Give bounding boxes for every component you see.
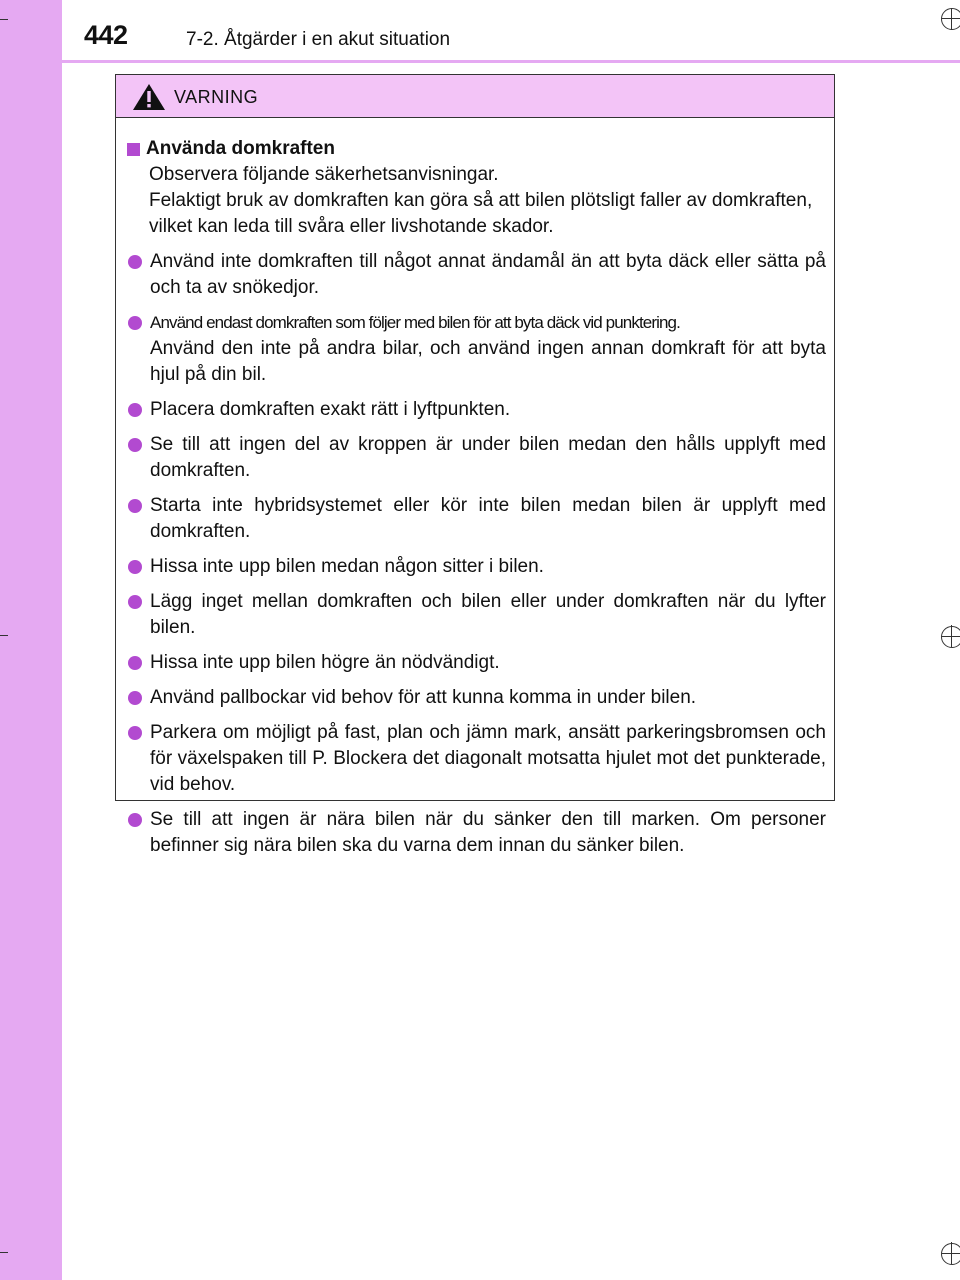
round-bullet-icon [128, 726, 142, 740]
bullet-text: Lägg inget mellan domkraften och bilen eller under domkraften när du lyfter bilen. [150, 591, 826, 638]
round-bullet-icon [128, 813, 142, 827]
side-color-band [0, 0, 62, 1280]
list-item [127, 310, 826, 388]
intro-line: Observera följande säkerhetsanvisningar. [149, 164, 499, 185]
list-item [127, 650, 826, 676]
warning-title: VARNING [174, 87, 259, 107]
crop-mark [0, 19, 8, 20]
registration-mark [941, 626, 960, 648]
list-item [127, 807, 826, 859]
list-item [127, 720, 826, 798]
list-item [127, 589, 826, 641]
round-bullet-icon [128, 656, 142, 670]
round-bullet-icon [128, 595, 142, 609]
warning-heading: Använda domkraften [146, 138, 335, 159]
list-item [127, 493, 826, 545]
bullet-text: Använd pallbockar vid behov för att kunna komma in under bilen. [150, 687, 697, 708]
header-rule [62, 60, 960, 63]
intro-line: Felaktigt bruk av domkraften kan göra så att bilen plötsligt faller av domkraften, vilket kan leda till svåra eller livshotande skador. [149, 190, 813, 237]
warning-bullet-list [127, 249, 826, 859]
round-bullet-icon [128, 560, 142, 574]
bullet-text: Starta inte hybridsystemet eller kör inte bilen medan bilen är upplyft med domkraften. [150, 495, 826, 542]
bullet-text: Parkera om möjligt på fast, plan och jämn mark, ansätt parkeringsbromsen och för växelspaken till P. Blockera det diagonalt motsatta hjulet mot det punkterade, vid behov. [150, 722, 826, 795]
page-number: 442 [84, 20, 128, 50]
bullet-text: Se till att ingen del av kroppen är under bilen medan den hålls upplyft med domkraften. [150, 434, 826, 481]
square-bullet-icon [127, 143, 140, 156]
bullet-text: Se till att ingen är nära bilen när du sänker den till marken. Om personer befinner sig nära bilen ska du varna dem innan du sänker bilen. [150, 809, 826, 856]
list-item [127, 554, 826, 580]
bullet-text: Placera domkraften exakt rätt i lyftpunkten. [150, 399, 511, 420]
round-bullet-icon [128, 403, 142, 417]
crop-mark [0, 635, 8, 636]
section-title: 7-2. Åtgärder i en akut situation [186, 29, 451, 50]
bullet-text: Använd inte domkraften till något annat ändamål än att byta däck eller sätta på och ta av snökedjor. [150, 251, 826, 298]
bullet-continuation-text: Använd den inte på andra bilar, och använd ingen annan domkraft för att byta hjul på din bil. [150, 338, 826, 385]
round-bullet-icon [128, 691, 142, 705]
registration-mark [941, 1243, 960, 1265]
warning-triangle-icon [132, 83, 166, 111]
bullet-text: Hissa inte upp bilen högre än nödvändigt. [150, 652, 500, 673]
list-item [127, 685, 826, 711]
warning-heading-row [127, 136, 826, 162]
list-item [127, 397, 826, 423]
round-bullet-icon [128, 499, 142, 513]
round-bullet-icon [128, 438, 142, 452]
warning-intro [127, 162, 826, 240]
round-bullet-icon [128, 316, 142, 330]
warning-header [116, 75, 834, 118]
warning-body [116, 118, 834, 859]
bullet-text: Hissa inte upp bilen medan någon sitter i bilen. [150, 556, 544, 577]
round-bullet-icon [128, 255, 142, 269]
crop-mark [0, 1252, 8, 1253]
bullet-text: Använd endast domkraften som följer med bilen för att byta däck vid punktering. [150, 313, 680, 332]
list-item [127, 249, 826, 301]
registration-mark [941, 8, 960, 30]
list-item [127, 432, 826, 484]
warning-box [115, 74, 835, 856]
